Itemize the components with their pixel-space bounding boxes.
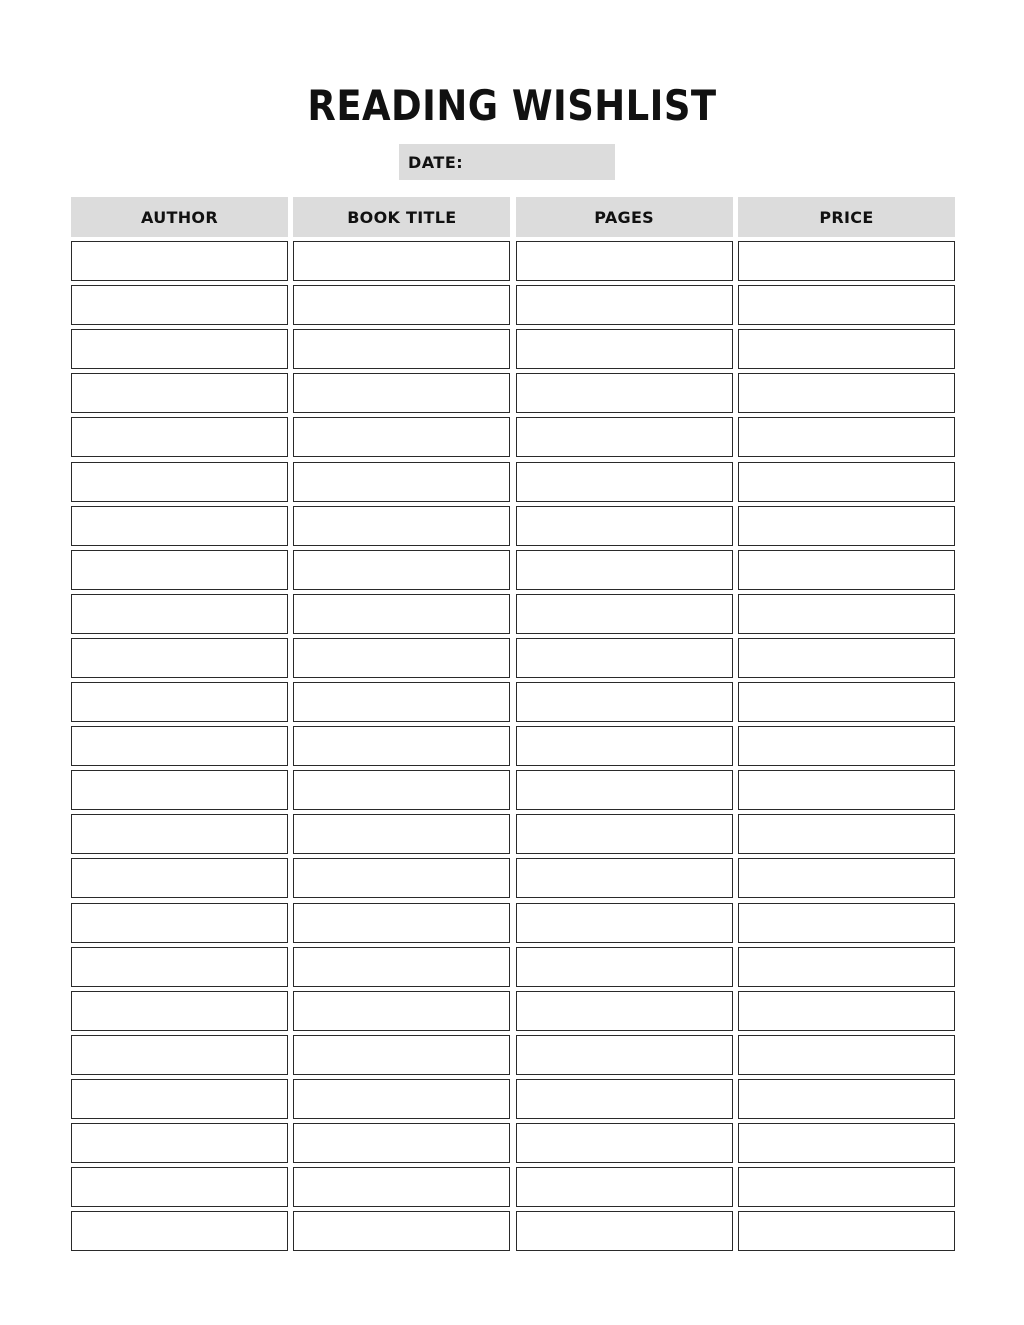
cell-author[interactable] xyxy=(71,991,288,1031)
cell-author[interactable] xyxy=(71,770,288,810)
cell-pages[interactable] xyxy=(516,550,733,590)
cell-price[interactable] xyxy=(738,550,955,590)
cell-author[interactable] xyxy=(71,594,288,634)
table-row xyxy=(71,373,952,413)
cell-author[interactable] xyxy=(71,373,288,413)
table-row xyxy=(71,550,952,590)
cell-author[interactable] xyxy=(71,858,288,898)
cell-author[interactable] xyxy=(71,506,288,546)
table-row xyxy=(71,329,952,369)
cell-pages[interactable] xyxy=(516,1123,733,1163)
cell-book-title[interactable] xyxy=(293,1079,510,1119)
table-row xyxy=(71,682,952,722)
cell-author[interactable] xyxy=(71,462,288,502)
cell-book-title[interactable] xyxy=(293,241,510,281)
cell-book-title[interactable] xyxy=(293,903,510,943)
cell-author[interactable] xyxy=(71,947,288,987)
cell-pages[interactable] xyxy=(516,991,733,1031)
cell-author[interactable] xyxy=(71,1035,288,1075)
cell-price[interactable] xyxy=(738,947,955,987)
cell-price[interactable] xyxy=(738,726,955,766)
cell-book-title[interactable] xyxy=(293,770,510,810)
table-row xyxy=(71,594,952,634)
cell-author[interactable] xyxy=(71,241,288,281)
date-label: DATE: xyxy=(408,152,464,172)
cell-book-title[interactable] xyxy=(293,550,510,590)
cell-author[interactable] xyxy=(71,1211,288,1251)
cell-pages[interactable] xyxy=(516,903,733,943)
cell-pages[interactable] xyxy=(516,241,733,281)
cell-book-title[interactable] xyxy=(293,858,510,898)
cell-price[interactable] xyxy=(738,241,955,281)
cell-pages[interactable] xyxy=(516,947,733,987)
cell-pages[interactable] xyxy=(516,1211,733,1251)
cell-author[interactable] xyxy=(71,285,288,325)
cell-book-title[interactable] xyxy=(293,506,510,546)
cell-price[interactable] xyxy=(738,462,955,502)
table-row xyxy=(71,1211,952,1251)
table-row xyxy=(71,947,952,987)
cell-price[interactable] xyxy=(738,814,955,854)
cell-author[interactable] xyxy=(71,550,288,590)
cell-price[interactable] xyxy=(738,638,955,678)
cell-book-title[interactable] xyxy=(293,947,510,987)
table-header xyxy=(71,197,952,237)
table-row xyxy=(71,417,952,457)
cell-book-title[interactable] xyxy=(293,1167,510,1207)
cell-author[interactable] xyxy=(71,682,288,722)
cell-pages[interactable] xyxy=(516,462,733,502)
cell-book-title[interactable] xyxy=(293,814,510,854)
cell-author[interactable] xyxy=(71,638,288,678)
cell-pages[interactable] xyxy=(516,682,733,722)
cell-pages[interactable] xyxy=(516,373,733,413)
cell-author[interactable] xyxy=(71,417,288,457)
table-row xyxy=(71,241,952,281)
cell-book-title[interactable] xyxy=(293,373,510,413)
cell-pages[interactable] xyxy=(516,506,733,546)
cell-author[interactable] xyxy=(71,903,288,943)
table-row xyxy=(71,726,952,766)
cell-price[interactable] xyxy=(738,285,955,325)
cell-price[interactable] xyxy=(738,417,955,457)
cell-price[interactable] xyxy=(738,903,955,943)
cell-author[interactable] xyxy=(71,1123,288,1163)
cell-price[interactable] xyxy=(738,506,955,546)
cell-price[interactable] xyxy=(738,1123,955,1163)
cell-price[interactable] xyxy=(738,991,955,1031)
cell-price[interactable] xyxy=(738,373,955,413)
table-row xyxy=(71,1079,952,1119)
table-row xyxy=(71,1167,952,1207)
cell-author[interactable] xyxy=(71,726,288,766)
cell-pages[interactable] xyxy=(516,726,733,766)
cell-pages[interactable] xyxy=(516,1167,733,1207)
cell-price[interactable] xyxy=(738,682,955,722)
table-row xyxy=(71,285,952,325)
table-row xyxy=(71,991,952,1031)
cell-author[interactable] xyxy=(71,1167,288,1207)
cell-book-title[interactable] xyxy=(293,1123,510,1163)
page-title: READING WISHLIST xyxy=(307,81,717,130)
cell-price[interactable] xyxy=(738,858,955,898)
cell-book-title[interactable] xyxy=(293,991,510,1031)
table-row xyxy=(71,814,952,854)
cell-price[interactable] xyxy=(738,770,955,810)
table-row xyxy=(71,770,952,810)
cell-price[interactable] xyxy=(738,1035,955,1075)
table-row xyxy=(71,903,952,943)
date-field[interactable] xyxy=(399,144,615,180)
cell-book-title[interactable] xyxy=(293,682,510,722)
table-row xyxy=(71,1123,952,1163)
cell-book-title[interactable] xyxy=(293,285,510,325)
table-row xyxy=(71,506,952,546)
cell-book-title[interactable] xyxy=(293,594,510,634)
cell-book-title[interactable] xyxy=(293,726,510,766)
table-row xyxy=(71,462,952,502)
cell-author[interactable] xyxy=(71,329,288,369)
cell-pages[interactable] xyxy=(516,1035,733,1075)
cell-book-title[interactable] xyxy=(293,1211,510,1251)
cell-pages[interactable] xyxy=(516,814,733,854)
cell-book-title[interactable] xyxy=(293,329,510,369)
table-row xyxy=(71,638,952,678)
cell-book-title[interactable] xyxy=(293,638,510,678)
column-header-book-title: BOOK TITLE xyxy=(293,197,510,237)
cell-pages[interactable] xyxy=(516,329,733,369)
column-header-pages: PAGES xyxy=(516,197,733,237)
cell-pages[interactable] xyxy=(516,638,733,678)
column-header-author: AUTHOR xyxy=(71,197,288,237)
cell-book-title[interactable] xyxy=(293,417,510,457)
column-header-price: PRICE xyxy=(738,197,955,237)
cell-book-title[interactable] xyxy=(293,1035,510,1075)
cell-price[interactable] xyxy=(738,329,955,369)
table-row xyxy=(71,858,952,898)
cell-author[interactable] xyxy=(71,814,288,854)
cell-author[interactable] xyxy=(71,1079,288,1119)
cell-price[interactable] xyxy=(738,1211,955,1251)
cell-price[interactable] xyxy=(738,594,955,634)
cell-pages[interactable] xyxy=(516,770,733,810)
cell-pages[interactable] xyxy=(516,594,733,634)
cell-pages[interactable] xyxy=(516,1079,733,1119)
table-row xyxy=(71,1035,952,1075)
cell-book-title[interactable] xyxy=(293,462,510,502)
cell-pages[interactable] xyxy=(516,417,733,457)
cell-pages[interactable] xyxy=(516,858,733,898)
cell-price[interactable] xyxy=(738,1079,955,1119)
cell-pages[interactable] xyxy=(516,285,733,325)
cell-price[interactable] xyxy=(738,1167,955,1207)
